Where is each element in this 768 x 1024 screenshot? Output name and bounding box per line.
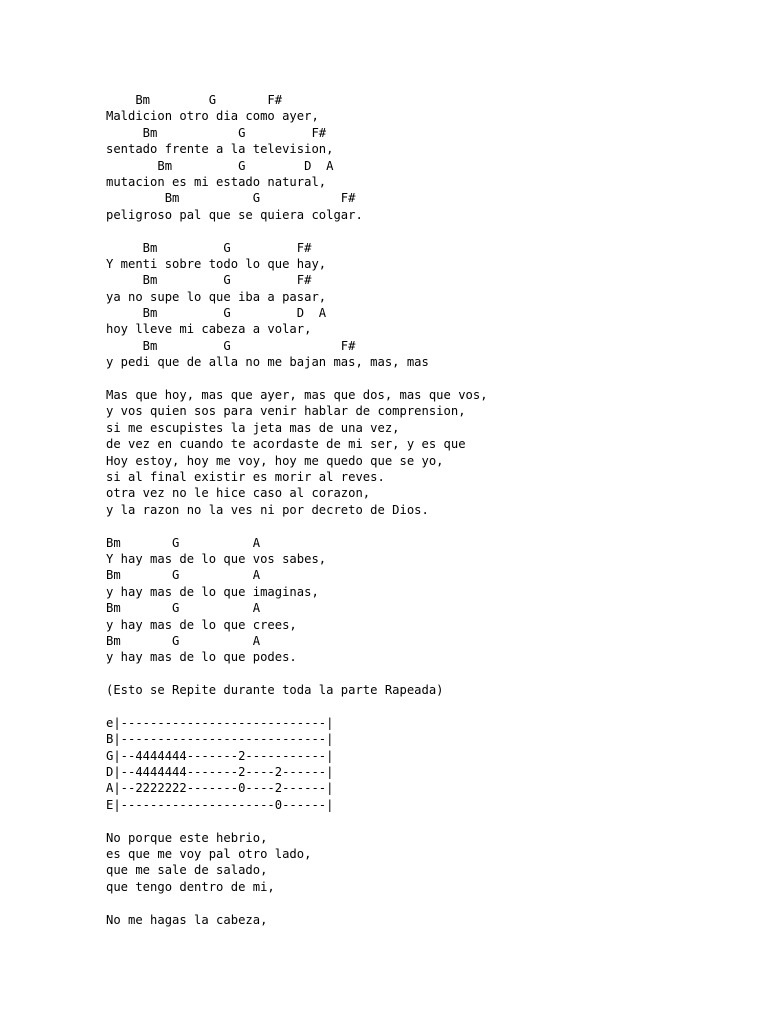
chord-line: Bm G F# [106,338,356,353]
lyric-line: y hay mas de lo que imaginas, [106,584,319,599]
lyric-line: Y menti sobre todo lo que hay, [106,256,327,271]
tab-line: B|----------------------------| [106,732,334,747]
blank-line [106,895,746,911]
blank-line [106,518,746,534]
lyric-line: es que me voy pal otro lado, [106,846,312,861]
chord-line: Bm G A [106,568,261,583]
chord-line: Bm G A [106,601,261,616]
blank-line [106,223,746,239]
lyric-line: y vos quien sos para venir hablar de comprension, [106,404,466,419]
lyric-line: Hoy estoy, hoy me voy, hoy me quedo que se yo, [106,453,444,468]
lyric-line: que tengo dentro de mi, [106,879,275,894]
lyric-line: y pedi que de alla no me bajan mas, mas, mas [106,355,429,370]
lyric-line: Y hay mas de lo que vos sabes, [106,551,327,566]
lyric-line: peligroso pal que se quiera colgar. [106,207,363,222]
lyric-line: sentado frente a la television, [106,142,334,157]
lyric-line: si al final existir es morir al reves. [106,469,385,484]
lyric-line: y hay mas de lo que podes. [106,650,297,665]
chord-line: Bm G A [106,633,261,648]
chord-line: Bm G F# [106,273,312,288]
chord-line: Bm G A [106,535,261,550]
chord-line: Bm G F# [106,125,327,140]
blank-line [106,666,746,682]
chord-line: Bm G D A [106,158,334,173]
note-line: (Esto se Repite durante toda la parte Rapeada) [106,683,444,698]
lyric-line: si me escupistes la jeta mas de una vez, [106,420,400,435]
lyric-line: otra vez no le hice caso al corazon, [106,486,371,501]
chord-line: Bm G F# [106,191,356,206]
blank-line [106,813,746,829]
chord-line: Bm G F# [106,240,312,255]
lyric-line: hoy lleve mi cabeza a volar, [106,322,312,337]
tab-line: D|--4444444-------2----2------| [106,765,334,780]
lyric-line: mutacion es mi estado natural, [106,174,327,189]
blank-line [106,371,746,387]
lyric-line: y la razon no la ves ni por decreto de Dios. [106,502,429,517]
lyric-line: Maldicion otro dia como ayer, [106,109,319,124]
tab-line: e|----------------------------| [106,715,334,730]
chord-line: Bm G F# [106,93,283,107]
lyric-line: y hay mas de lo que crees, [106,617,297,632]
song-sheet [106,92,746,928]
lyric-line: No porque este hebrio, [106,830,268,845]
lyric-line: Mas que hoy, mas que ayer, mas que dos, mas que vos, [106,388,488,403]
chord-line: Bm G D A [106,306,327,321]
lyric-line: No me hagas la cabeza, [106,912,268,927]
lyric-line: que me sale de salado, [106,863,268,878]
tab-line: G|--4444444-------2-----------| [106,748,334,763]
blank-line [106,698,746,714]
tab-line: E|---------------------0------| [106,797,334,812]
lyric-line: de vez en cuando te acordaste de mi ser, y es que [106,437,466,452]
lyric-line: ya no supe lo que iba a pasar, [106,289,327,304]
tab-line: A|--2222222-------0----2------| [106,781,334,796]
